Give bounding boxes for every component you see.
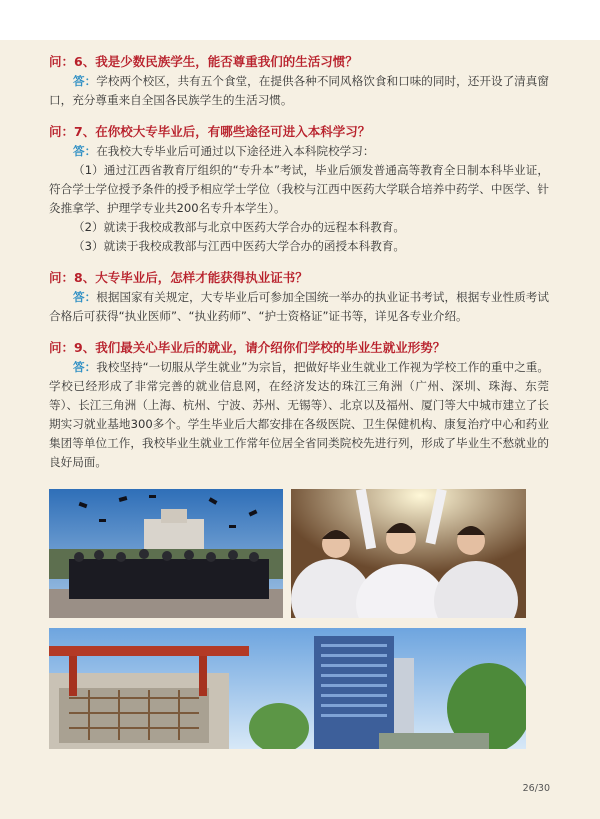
answer-label: 答：	[73, 290, 97, 304]
answer-text: 根据国家有关规定，大专毕业后可参加全国统一举办的执业证书考试，根据专业性质考试合格后可获得“执业医师”、“执业药师”、“护士资格证”证书等，详见各专业介绍。	[49, 290, 549, 323]
qa-item-7	[49, 122, 549, 256]
answer-text: 学校两个校区，共有五个食堂，在提供各种不同风格饮食和口味的同时，还开设了清真窗口，充分尊重来自全国各民族学生的生活习惯。	[49, 74, 549, 107]
qa-item-9	[49, 338, 549, 472]
students-white-coats-photo	[291, 489, 526, 618]
answer-text: 我校坚持“一切服从学生就业”为宗旨，把做好毕业生就业工作视为学校工作的重中之重。学校已经形成了非常完善的就业信息网，在经济发达的珠江三角洲（广州、深圳、珠海、东莞等）、长江三角洲（上海、杭州、宁波、苏州、无锡等）、北京以及福州、厦门等大中城市建立了长期实习就业基地300多个。学生毕业后大都安排在各级医院、卫生保健机构、康复治疗中心和药业集团等单位工作，我校毕业生就业工作常年位居全省同类院校先进行列，形成了毕业生不愁就业的良好局面。	[49, 360, 549, 469]
answer-7-item-2: （2）就读于我校成教部与北京中医药大学合办的远程本科教育。	[73, 220, 406, 234]
page-number: 26/30	[522, 783, 550, 794]
question-9: 问：9、我们最关心毕业后的就业，请介绍你们学校的毕业生就业形势？	[49, 340, 446, 355]
campus-buildings-photo	[49, 628, 526, 749]
answer-label: 答：	[73, 144, 97, 158]
answer-9	[49, 358, 549, 472]
qa-content	[49, 52, 549, 484]
qa-item-6	[49, 52, 549, 110]
question-8: 问：8、大专毕业后，怎样才能获得执业证书？	[49, 270, 308, 285]
answer-label: 答：	[73, 360, 97, 374]
graduation-photo	[49, 489, 283, 618]
question-7: 问：7、在你校大专毕业后，有哪些途径可进入本科学习？	[49, 124, 371, 139]
answer-7	[49, 142, 549, 161]
document-page	[0, 40, 600, 819]
answer-7-item-3: （3）就读于我校成教部与江西中医药大学合办的函授本科教育。	[73, 239, 406, 253]
answer-text: 在我校大专毕业后可通过以下途径进入本科院校学习：	[96, 144, 375, 158]
answer-8	[49, 288, 549, 326]
qa-item-8	[49, 268, 549, 326]
answer-7-item-1: （1）通过江西省教育厅组织的“专升本”考试，毕业后颁发普通高等教育全日制本科毕业证，符合学士学位授予条件的授予相应学士学位（我校与江西中医药大学联合培养中药学、中医学、针灸推拿学、护理学专业共200名专升本学生）。	[49, 163, 549, 215]
answer-label: 答：	[73, 74, 97, 88]
question-6: 问：6、我是少数民族学生，能否尊重我们的生活习惯？	[49, 54, 358, 69]
answer-6	[49, 72, 549, 110]
